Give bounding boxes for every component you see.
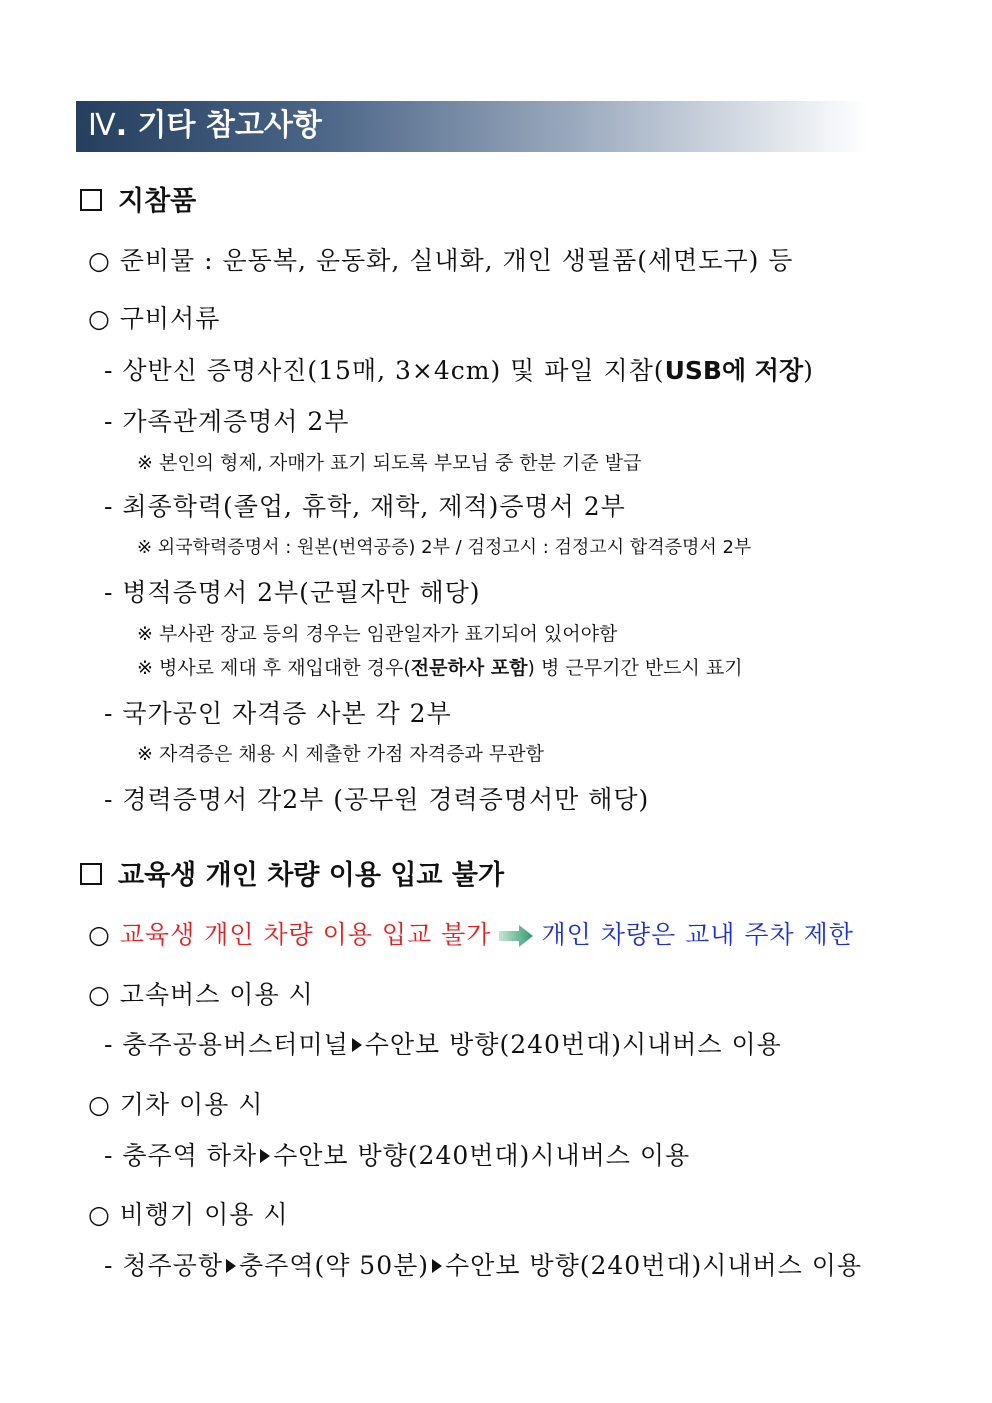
docs-title: ○ 구비서류	[88, 304, 221, 333]
roman-numeral: Ⅳ	[88, 108, 116, 143]
military-note-2-text: ※ 병사로 제대 후 재입대한 경우(	[137, 657, 411, 679]
career-item: - 경력증명서 각2부 (공무원 경력증명서만 해당)	[104, 785, 650, 814]
military-note-2-emphasis: 전문하사 포함	[410, 657, 528, 679]
plane-route	[104, 1249, 862, 1283]
train-title: ○ 기차 이용 시	[88, 1090, 264, 1119]
section-title: 지참품	[118, 186, 197, 217]
play-triangle-icon	[260, 1149, 270, 1163]
cert-note: ※ 자격증은 채용 시 제출한 가점 자격증과 무관함	[137, 743, 544, 765]
ban-blue-text: 개인 차량은 교내 주차 제한	[541, 920, 854, 949]
vehicle-ban-item	[88, 918, 854, 956]
prep-item: ○ 준비물 : 운동복, 운동화, 실내화, 개인 생필품(세면도구) 등	[88, 246, 794, 275]
photo-close: )	[803, 356, 814, 385]
edu-note: ※ 외국학력증명서 : 원본(번역공증) 2부 / 검정고시 : 검정고시 합격증명서 2부	[137, 537, 752, 558]
train-dest: 수안보 방향(240번대)시내버스 이용	[273, 1141, 691, 1170]
section-heading-supplies	[80, 184, 196, 220]
bullet: ○	[88, 920, 120, 949]
right-arrow-icon	[499, 922, 533, 956]
military-note-1: ※ 부사관 장교 등의 경우는 임관일자가 표기되어 있어야함	[137, 623, 618, 645]
plane-mid: 충주역(약 50분)	[239, 1251, 430, 1280]
section-title: 교육생 개인 차량 이용 입교 불가	[118, 860, 505, 891]
photo-text: - 상반신 증명사진(15매, 3×4cm) 및 파일 지참(	[104, 356, 665, 385]
play-triangle-icon	[352, 1038, 362, 1052]
train-origin: - 충주역 하차	[104, 1141, 258, 1170]
section-heading-vehicle	[80, 858, 504, 894]
plane-dest: 수안보 방향(240번대)시내버스 이용	[445, 1251, 863, 1280]
plane-title: ○ 비행기 이용 시	[88, 1200, 289, 1229]
cert-item: - 국가공인 자격증 사본 각 2부	[104, 699, 452, 728]
bus-title: ○ 고속버스 이용 시	[88, 980, 314, 1009]
edu-item: - 최종학력(졸업, 휴학, 재학, 제적)증명서 2부	[104, 492, 626, 521]
family-note: ※ 본인의 형제, 자매가 표기 되도록 부모님 중 한분 기준 발급	[137, 452, 642, 474]
checkbox-square-icon	[80, 863, 102, 885]
checkbox-square-icon	[80, 189, 102, 211]
photo-item	[104, 354, 814, 388]
bus-dest: 수안보 방향(240번대)시내버스 이용	[364, 1030, 782, 1059]
play-triangle-icon	[432, 1259, 442, 1273]
play-triangle-icon	[226, 1259, 236, 1273]
military-note-2-end: ) 병 근무기간 반드시 표기	[527, 657, 743, 679]
usb-emphasis: USB에 저장	[664, 356, 804, 385]
military-item: - 병적증명서 2부(군필자만 해당)	[104, 578, 481, 607]
bus-route	[104, 1028, 782, 1062]
train-route	[104, 1139, 690, 1173]
military-note-2	[137, 655, 743, 681]
plane-origin: - 청주공항	[104, 1251, 223, 1280]
family-item: - 가족관계증명서 2부	[104, 407, 350, 436]
title-text: . 기타 참고사항	[115, 108, 322, 143]
page-title	[88, 106, 322, 146]
bus-origin: - 충주공용버스터미널	[104, 1030, 349, 1059]
ban-red-text: 교육생 개인 차량 이용 입교 불가	[119, 920, 492, 949]
